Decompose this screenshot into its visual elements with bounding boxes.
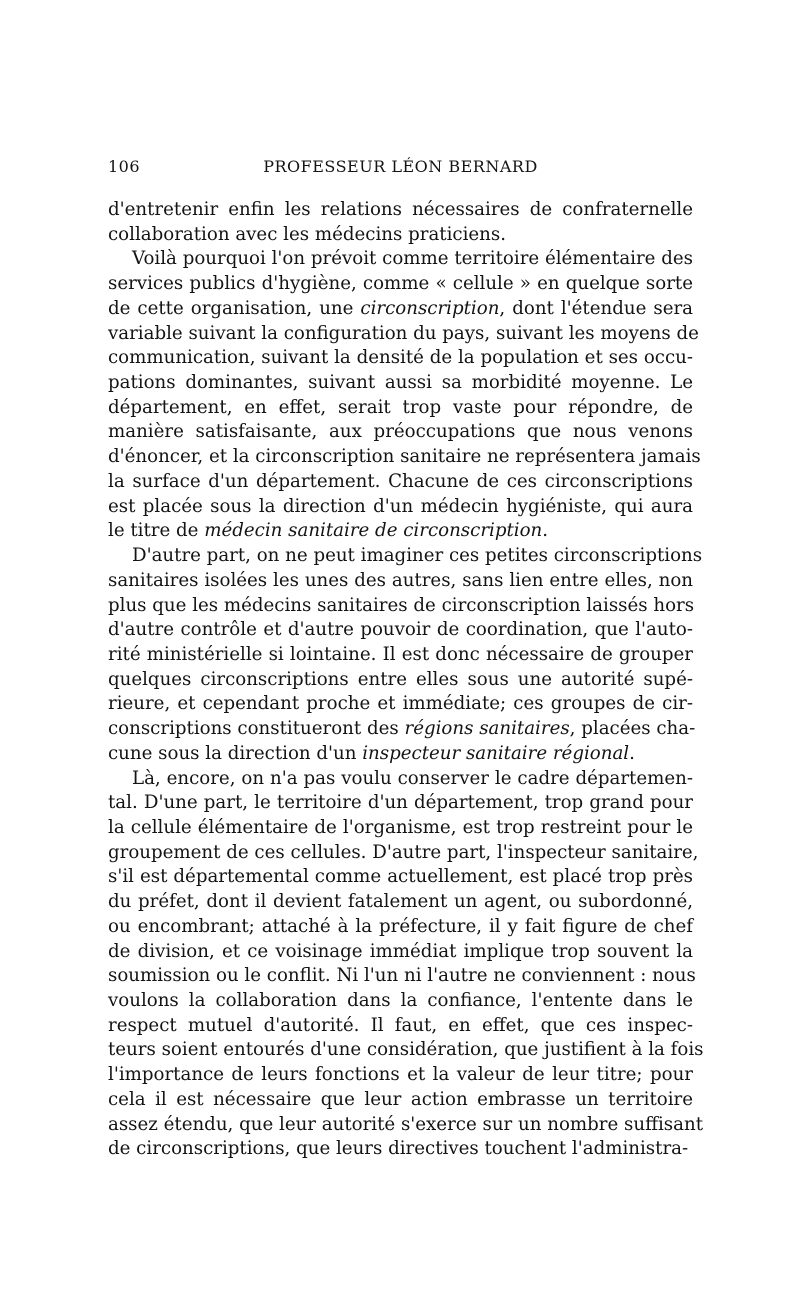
text-line <box>108 247 693 272</box>
text-line <box>108 544 703 569</box>
text-run: variable suivant la configuration du pays, suivant les moyens de <box>108 322 699 344</box>
text-run: s'il est départemental comme actuellement, est placé trop près <box>108 866 693 888</box>
text-run: , dont l'étendue sera <box>499 297 693 319</box>
text-run: pations dominantes, suivant aussi sa morbidité moyenne. Le <box>108 372 693 394</box>
text-line <box>108 915 693 940</box>
page-number: 106 <box>108 157 141 176</box>
body-text <box>108 198 704 1162</box>
text-line <box>108 791 693 816</box>
text-run: communication, suivant la densité de la population et ses occu- <box>108 347 693 369</box>
text-line <box>108 445 701 470</box>
text-run: quelques circonscriptions entre elles sous une autorité supé- <box>108 668 693 690</box>
text-line <box>108 841 699 866</box>
text-run: département, en effet, serait trop vaste pour répondre, de <box>108 396 693 418</box>
text-run: Voilà pourquoi l'on prévoit comme territoire élémentaire des <box>132 248 693 270</box>
text-run: tal. D'une part, le territoire d'un département, trop grand pour <box>108 792 693 814</box>
text-run: voulons la collaboration dans la confiance, l'entente dans le <box>108 990 693 1011</box>
text-run: d'autre contrôle et d'autre pouvoir de coordination, que l'auto- <box>108 619 693 641</box>
text-line <box>108 643 693 668</box>
text-line <box>108 1088 693 1113</box>
text-run: conscriptions constitueront des <box>108 718 405 740</box>
text-run: . <box>629 742 635 764</box>
text-line <box>108 618 693 643</box>
text-run: est placée sous la direction d'un médecin hygiéniste, qui aura <box>108 495 693 517</box>
text-line <box>108 717 696 742</box>
text-run: ou encombrant; attaché à la préfecture, il y fait figure de chef <box>108 915 693 937</box>
italic-term: régions sanitaires <box>404 718 570 740</box>
text-line <box>108 1113 704 1138</box>
text-run: de cette organisation, une <box>108 297 361 319</box>
italic-term: inspecteur sanitaire régional <box>362 742 630 764</box>
text-line <box>108 1038 704 1063</box>
text-line <box>108 594 693 619</box>
text-run: teurs soient entourés d'une considération, que justifient à la fois <box>108 1039 704 1061</box>
text-run: de circonscriptions, que leurs directives touchent l'administra- <box>108 1138 689 1160</box>
text-run: . <box>542 520 549 542</box>
text-line <box>108 470 693 495</box>
text-line <box>108 1063 693 1088</box>
text-run: du préfet, dont il devient fatalement un agent, ou subordonné, <box>108 891 693 913</box>
text-run: assez étendu, que leur autorité s'exerce sur un nombre suffisant <box>108 1113 704 1135</box>
text-line <box>108 569 693 594</box>
text-line <box>108 297 693 322</box>
text-line <box>108 272 693 297</box>
text-run: soumission ou le conflit. Ni l'un ni l'autre ne conviennent : nous <box>108 965 696 987</box>
text-run: rité ministérielle si lointaine. Il est donc nécessaire de grouper <box>108 643 693 665</box>
text-line <box>108 890 693 915</box>
text-run: collaboration avec les médecins praticiens. <box>108 223 507 245</box>
text-line <box>108 989 693 1014</box>
text-line <box>108 322 699 347</box>
text-run: d'énoncer, et la circonscription sanitaire ne représentera jamais <box>108 446 701 468</box>
text-run: de division, et ce voisinage immédiat implique trop souvent la <box>108 940 693 962</box>
text-line <box>108 767 693 792</box>
text-line <box>108 371 693 396</box>
text-line <box>108 742 693 767</box>
text-line <box>108 964 696 989</box>
text-line <box>108 420 693 445</box>
text-run: , placées cha- <box>569 718 696 740</box>
text-run: groupement de ces cellules. D'autre part, l'inspecteur sanitaire, <box>108 841 699 863</box>
text-run: l'importance de leurs fonctions et la valeur de leur titre; pour <box>108 1064 693 1086</box>
text-run: la surface d'un département. Chacune de ces circonscriptions <box>108 470 693 492</box>
text-line <box>108 519 693 544</box>
text-line <box>108 198 693 223</box>
italic-term: médecin sanitaire de circonscription <box>204 520 543 542</box>
text-line <box>108 346 693 371</box>
text-line <box>108 692 693 717</box>
text-line <box>108 865 693 890</box>
text-run: Là, encore, on n'a pas voulu conserver le cadre départemen- <box>132 767 693 789</box>
text-run: services publics d'hygiène, comme « cellule » en quelque sorte <box>108 273 693 295</box>
text-line <box>108 1014 693 1039</box>
text-line <box>108 495 693 520</box>
text-run: d'entretenir enfin les relations nécessaires de confraternelle <box>108 199 693 220</box>
text-run: manière satisfaisante, aux préoccupations que nous venons <box>108 421 693 443</box>
text-run: respect mutuel d'autorité. Il faut, en effet, que ces inspec- <box>108 1014 693 1036</box>
text-run: plus que les médecins sanitaires de circonscription laissés hors <box>108 594 695 616</box>
text-run: cela il est nécessaire que leur action embrasse un territoire <box>108 1088 693 1110</box>
text-run: le titre de <box>108 520 205 542</box>
text-run: sanitaires isolées les unes des autres, sans lien entre elles, non <box>108 569 693 591</box>
text-run: rieure, et cependant proche et immédiate; ces groupes de cir- <box>108 693 693 715</box>
text-line <box>108 816 693 841</box>
italic-term: circonscription <box>360 297 500 319</box>
text-line <box>108 1137 693 1162</box>
page-header <box>108 157 693 185</box>
running-title: PROFESSEUR LÉON BERNARD <box>263 157 538 176</box>
text-run: D'autre part, on ne peut imaginer ces petites circonscriptions <box>132 545 703 567</box>
text-run: cune sous la direction d'un <box>108 742 363 764</box>
text-line <box>108 396 693 421</box>
text-line <box>108 940 693 965</box>
text-run: la cellule élémentaire de l'organisme, est trop restreint pour le <box>108 816 693 838</box>
text-line <box>108 668 693 693</box>
text-line <box>108 223 693 248</box>
